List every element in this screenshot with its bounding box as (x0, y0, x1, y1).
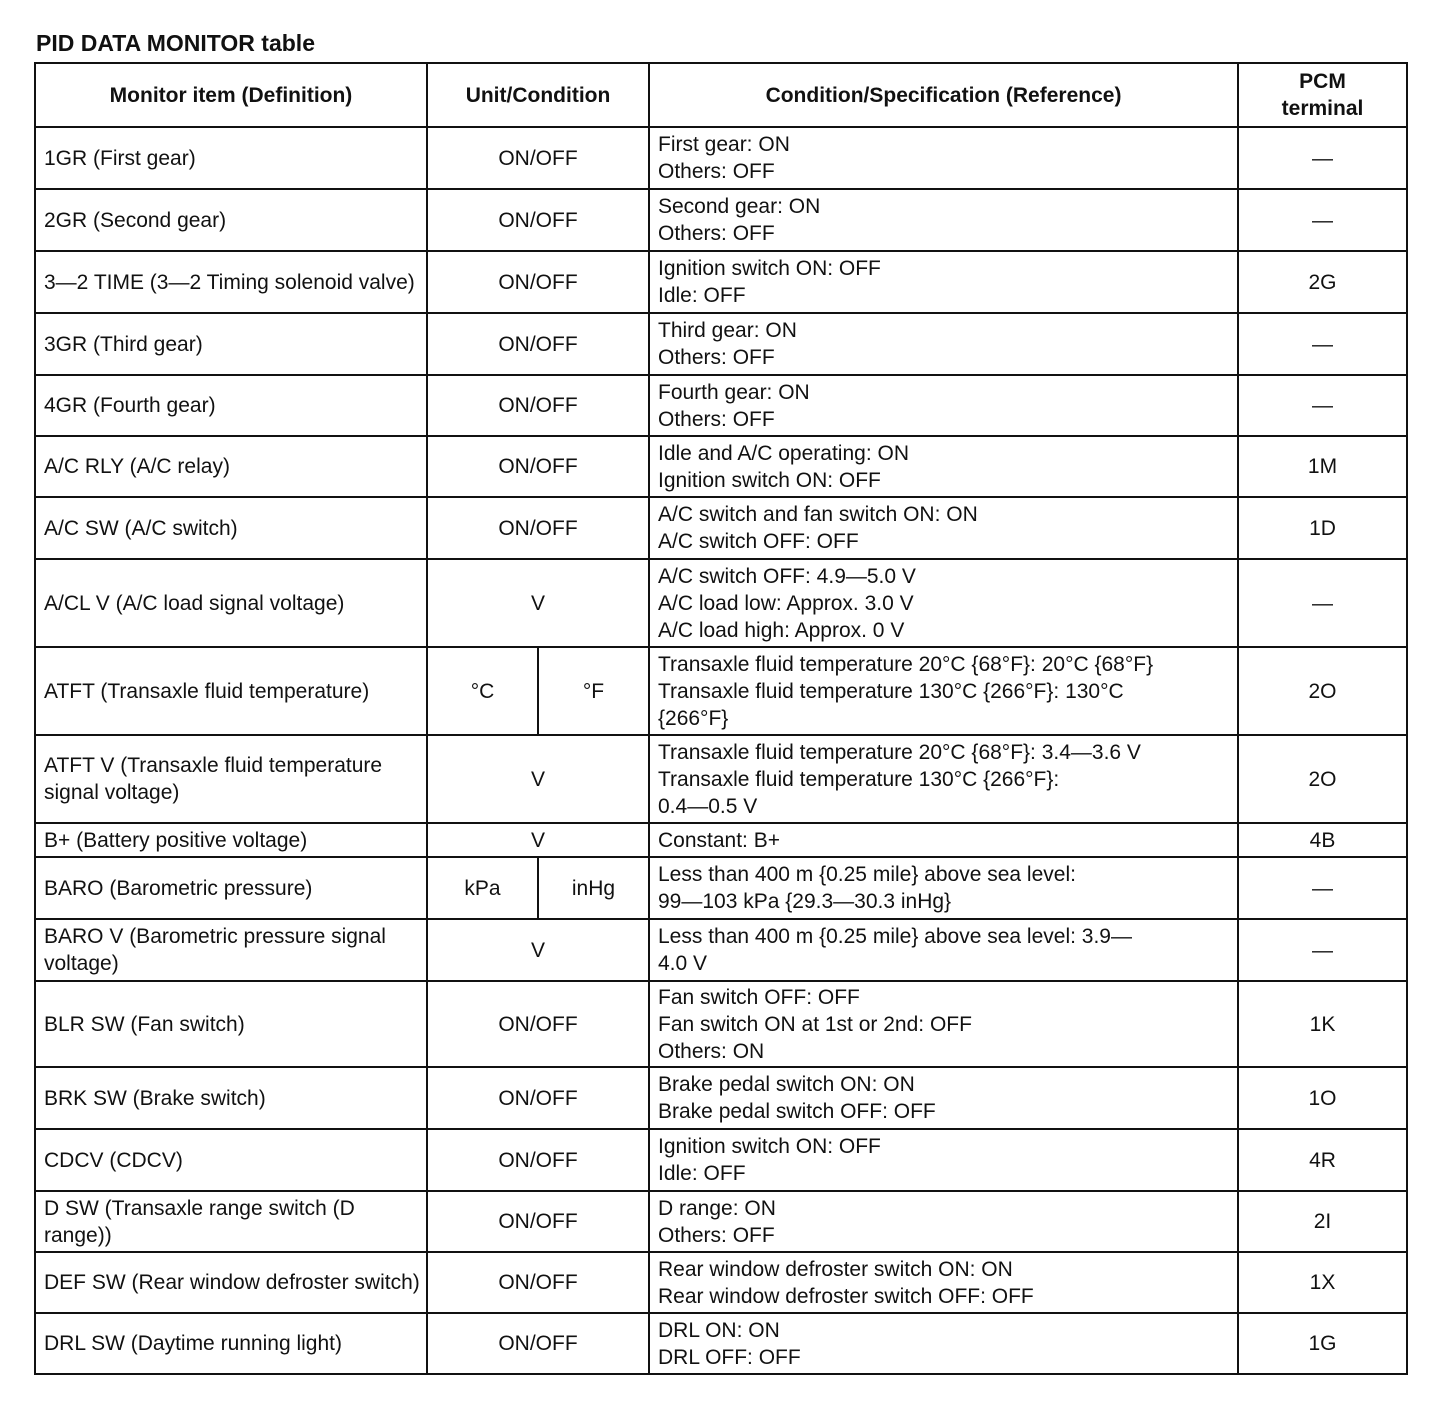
pcm-terminal-cell: — (1238, 559, 1407, 647)
monitor-item-cell: BARO (Barometric pressure) (35, 857, 427, 919)
page-title: PID DATA MONITOR table (36, 30, 315, 56)
pcm-terminal-cell: — (1238, 919, 1407, 981)
monitor-item-cell: 3GR (Third gear) (35, 313, 427, 375)
specification-line: Ignition switch ON: OFF (658, 1135, 881, 1158)
unit-condition-cell: V (427, 559, 649, 647)
pcm-terminal-cell: 2O (1238, 735, 1407, 823)
monitor-item-cell: BLR SW (Fan switch) (35, 981, 427, 1067)
specification-cell (649, 981, 1238, 1067)
header-pcm-terminal (1238, 63, 1407, 127)
specification-cell (649, 1313, 1238, 1374)
specification-cell (649, 1129, 1238, 1191)
table-row (35, 735, 1407, 823)
pcm-terminal-cell: 1D (1238, 497, 1407, 559)
pcm-terminal-cell: — (1238, 189, 1407, 251)
pid-data-monitor-table (34, 62, 1408, 1375)
specification-cell (649, 436, 1238, 497)
monitor-item-cell: ATFT (Transaxle fluid temperature) (35, 647, 427, 735)
monitor-item-cell: DEF SW (Rear window defroster switch) (35, 1252, 427, 1313)
specification-line: Transaxle fluid temperature 130°C {266°F}: 130°C (658, 679, 1124, 703)
unit-condition-cell: V (427, 823, 649, 857)
table-row (35, 857, 1407, 919)
pcm-terminal-cell: 1O (1238, 1067, 1407, 1129)
specification-line: Second gear: ON (658, 195, 821, 218)
unit-condition-cell: ON/OFF (427, 436, 649, 497)
monitor-item-cell: 2GR (Second gear) (35, 189, 427, 251)
specification-line: Fan switch ON at 1st or 2nd: OFF (658, 1012, 972, 1036)
specification-line: Idle: OFF (658, 284, 746, 307)
pcm-terminal-cell: 1K (1238, 981, 1407, 1067)
specification-line: A/C switch OFF: OFF (658, 530, 859, 553)
specification-line: Brake pedal switch ON: ON (658, 1073, 915, 1096)
monitor-item-cell: A/C RLY (A/C relay) (35, 436, 427, 497)
unit-metric-cell: °C (427, 647, 538, 735)
header-monitor-item: Monitor item (Definition) (35, 63, 427, 127)
monitor-item-cell: CDCV (CDCV) (35, 1129, 427, 1191)
unit-condition-cell: V (427, 735, 649, 823)
pcm-terminal-cell: 2I (1238, 1191, 1407, 1252)
table-row (35, 647, 1407, 735)
monitor-item-cell: 4GR (Fourth gear) (35, 375, 427, 436)
header-pcm-terminal-line-1: PCM (1299, 70, 1346, 93)
pcm-terminal-cell: 1X (1238, 1252, 1407, 1313)
specification-line: Transaxle fluid temperature 20°C {68°F}: 3.4—3.6 V (658, 740, 1141, 764)
specification-line: DRL OFF: OFF (658, 1345, 801, 1369)
unit-condition-cell: ON/OFF (427, 1129, 649, 1191)
table-row (35, 251, 1407, 313)
table-row (35, 497, 1407, 559)
pcm-terminal-cell: 2G (1238, 251, 1407, 313)
pcm-terminal-cell: 4B (1238, 823, 1407, 857)
monitor-item-cell: BARO V (Barometric pressure signal voltage) (35, 919, 427, 981)
specification-line: Others: OFF (658, 222, 775, 245)
specification-line: 0.4—0.5 V (658, 794, 758, 818)
pcm-terminal-cell: — (1238, 857, 1407, 919)
specification-line: First gear: ON (658, 133, 790, 156)
pcm-terminal-cell: — (1238, 127, 1407, 189)
unit-condition-cell: ON/OFF (427, 313, 649, 375)
specification-line: Others: OFF (658, 1223, 775, 1247)
unit-condition-cell: ON/OFF (427, 251, 649, 313)
table-row (35, 1313, 1407, 1374)
specification-line: D range: ON (658, 1196, 776, 1220)
unit-condition-cell: ON/OFF (427, 981, 649, 1067)
specification-line: Constant: B+ (658, 828, 780, 852)
monitor-item-cell: DRL SW (Daytime running light) (35, 1313, 427, 1374)
pcm-terminal-cell: 1G (1238, 1313, 1407, 1374)
table-row (35, 559, 1407, 647)
specification-line: 4.0 V (658, 952, 708, 975)
unit-metric-cell: kPa (427, 857, 538, 919)
specification-line: {266°F} (658, 706, 729, 730)
pcm-terminal-cell: 1M (1238, 436, 1407, 497)
specification-line: A/C switch and fan switch ON: ON (658, 503, 978, 526)
specification-line: Others: OFF (658, 160, 775, 183)
table-row (35, 436, 1407, 497)
monitor-item-cell: A/CL V (A/C load signal voltage) (35, 559, 427, 647)
specification-line: Others: OFF (658, 407, 775, 431)
header-condition-specification: Condition/Specification (Reference) (649, 63, 1238, 127)
specification-line: Less than 400 m {0.25 mile} above sea level: 3.9— (658, 925, 1132, 948)
unit-imperial-cell: °F (538, 647, 649, 735)
specification-cell (649, 497, 1238, 559)
specification-line: Less than 400 m {0.25 mile} above sea level: (658, 863, 1076, 886)
table-row (35, 189, 1407, 251)
specification-line: 99—103 kPa {29.3—30.3 inHg} (658, 890, 952, 913)
specification-line: Others: OFF (658, 346, 775, 369)
unit-condition-cell: ON/OFF (427, 1191, 649, 1252)
specification-cell (649, 127, 1238, 189)
specification-line: Idle and A/C operating: ON (658, 441, 909, 465)
monitor-item-cell: B+ (Battery positive voltage) (35, 823, 427, 857)
table-row (35, 823, 1407, 857)
monitor-item-cell: 1GR (First gear) (35, 127, 427, 189)
specification-line: Others: ON (658, 1039, 765, 1063)
unit-condition-cell: ON/OFF (427, 1067, 649, 1129)
specification-line: Idle: OFF (658, 1162, 746, 1185)
specification-cell (649, 1252, 1238, 1313)
unit-condition-cell: ON/OFF (427, 375, 649, 436)
specification-cell (649, 189, 1238, 251)
specification-cell (649, 251, 1238, 313)
unit-condition-cell: ON/OFF (427, 1313, 649, 1374)
table-row (35, 1129, 1407, 1191)
specification-line: Fan switch OFF: OFF (658, 985, 860, 1009)
specification-cell (649, 919, 1238, 981)
pcm-terminal-cell: 4R (1238, 1129, 1407, 1191)
specification-cell (649, 1191, 1238, 1252)
pcm-terminal-cell: — (1238, 313, 1407, 375)
pcm-terminal-cell: — (1238, 375, 1407, 436)
specification-cell (649, 559, 1238, 647)
table-row (35, 919, 1407, 981)
specification-line: A/C switch OFF: 4.9—5.0 V (658, 564, 916, 588)
unit-condition-cell: ON/OFF (427, 1252, 649, 1313)
specification-cell (649, 647, 1238, 735)
specification-line: Third gear: ON (658, 319, 797, 342)
specification-line: A/C load low: Approx. 3.0 V (658, 591, 914, 615)
monitor-item-cell: A/C SW (A/C switch) (35, 497, 427, 559)
specification-line: Fourth gear: ON (658, 380, 810, 404)
specification-cell (649, 375, 1238, 436)
table-row (35, 1252, 1407, 1313)
table-row (35, 313, 1407, 375)
specification-line: Ignition switch ON: OFF (658, 257, 881, 280)
specification-line: Ignition switch ON: OFF (658, 468, 881, 492)
header-pcm-terminal-line-2: terminal (1281, 97, 1364, 120)
table-row (35, 375, 1407, 436)
specification-cell (649, 823, 1238, 857)
specification-line: DRL ON: ON (658, 1318, 780, 1342)
table-row (35, 127, 1407, 189)
monitor-item-cell: D SW (Transaxle range switch (D range)) (35, 1191, 427, 1252)
monitor-item-cell: 3—2 TIME (3—2 Timing solenoid valve) (35, 251, 427, 313)
table-row (35, 981, 1407, 1067)
specification-cell (649, 857, 1238, 919)
specification-line: A/C load high: Approx. 0 V (658, 618, 905, 642)
specification-line: Transaxle fluid temperature 130°C {266°F}: (658, 767, 1060, 791)
unit-condition-cell: ON/OFF (427, 189, 649, 251)
specification-line: Transaxle fluid temperature 20°C {68°F}: 20°C {68°F} (658, 652, 1154, 676)
specification-line: Rear window defroster switch OFF: OFF (658, 1284, 1034, 1308)
monitor-item-cell: ATFT V (Transaxle fluid temperature signal voltage) (35, 735, 427, 823)
unit-imperial-cell: inHg (538, 857, 649, 919)
specification-line: Rear window defroster switch ON: ON (658, 1257, 1013, 1281)
unit-condition-cell: V (427, 919, 649, 981)
pcm-terminal-cell: 2O (1238, 647, 1407, 735)
unit-condition-cell: ON/OFF (427, 127, 649, 189)
unit-condition-cell: ON/OFF (427, 497, 649, 559)
specification-cell (649, 313, 1238, 375)
table-row (35, 1191, 1407, 1252)
specification-cell (649, 1067, 1238, 1129)
header-unit-condition: Unit/Condition (427, 63, 649, 127)
specification-cell (649, 735, 1238, 823)
table-row (35, 1067, 1407, 1129)
header-row (35, 63, 1407, 127)
monitor-item-cell: BRK SW (Brake switch) (35, 1067, 427, 1129)
specification-line: Brake pedal switch OFF: OFF (658, 1100, 936, 1123)
